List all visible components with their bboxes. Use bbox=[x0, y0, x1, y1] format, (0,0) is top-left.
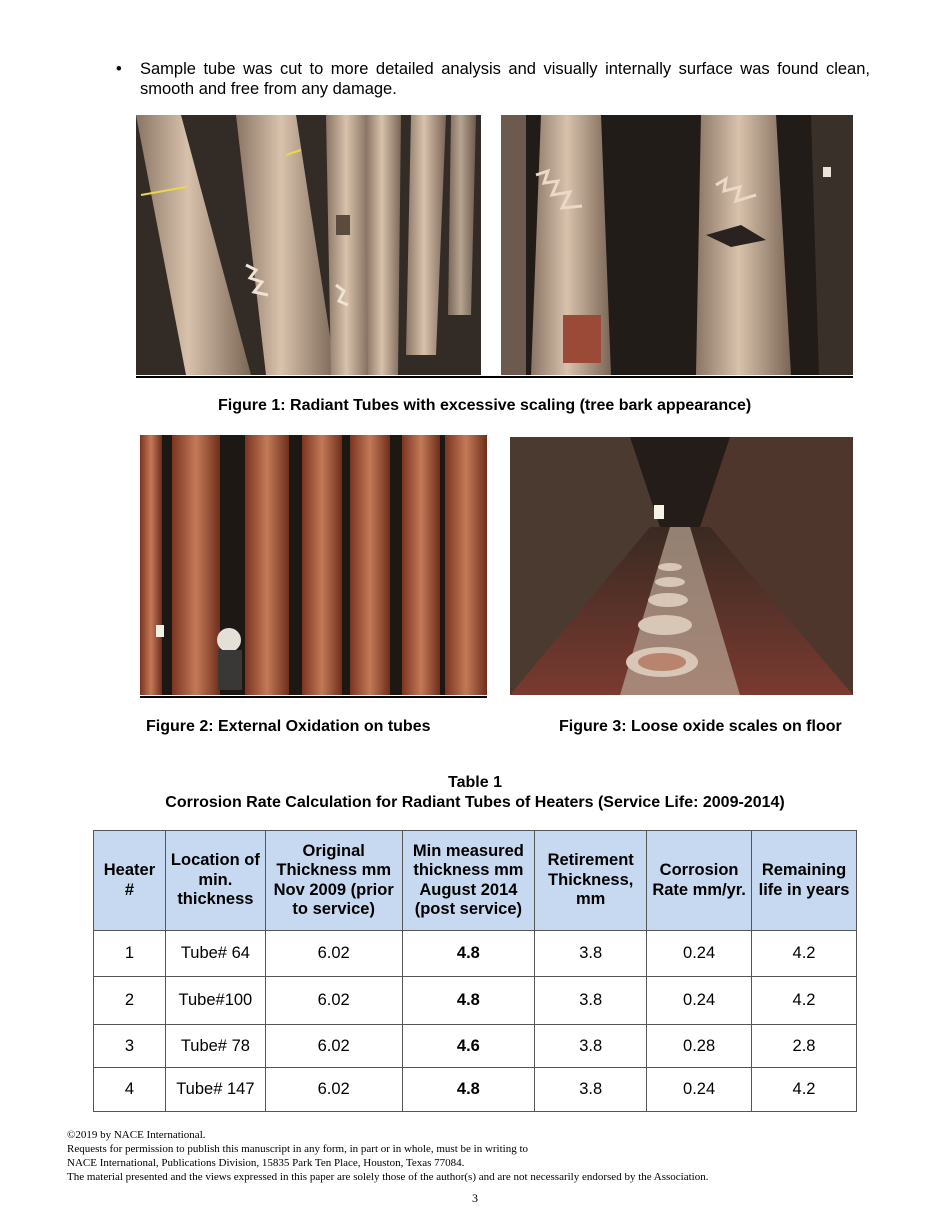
header-min-measured-thickness: Min measured thickness mm August 2014 (post service) bbox=[402, 831, 535, 931]
bullet-symbol: • bbox=[116, 60, 122, 78]
cell-location: Tube#100 bbox=[165, 977, 265, 1025]
table-header-row bbox=[94, 831, 857, 931]
header-corrosion-rate: Corrosion Rate mm/yr. bbox=[647, 831, 752, 931]
cell-min-thickness: 4.8 bbox=[402, 931, 535, 977]
figure-3-caption: Figure 3: Loose oxide scales on floor bbox=[559, 718, 842, 735]
header-heater: Heater # bbox=[94, 831, 166, 931]
cell-corrosion-rate: 0.24 bbox=[647, 1068, 752, 1112]
cell-retirement-thickness: 3.8 bbox=[535, 1068, 647, 1112]
cell-location: Tube# 64 bbox=[165, 931, 265, 977]
cell-heater: 2 bbox=[94, 977, 166, 1025]
header-retirement-thickness: Retirement Thickness, mm bbox=[535, 831, 647, 931]
cell-heater: 1 bbox=[94, 931, 166, 977]
cell-original-thickness: 6.02 bbox=[265, 977, 402, 1025]
cell-min-thickness: 4.6 bbox=[402, 1025, 535, 1068]
cell-remaining-life: 2.8 bbox=[752, 1025, 857, 1068]
cell-remaining-life: 4.2 bbox=[752, 931, 857, 977]
table-row bbox=[94, 977, 857, 1025]
footer-disclaimer-line: The material presented and the views expressed in this paper are solely those of the author(s) and are not necessarily endorsed by the Association. bbox=[67, 1171, 709, 1183]
figure-1-left-photo bbox=[136, 115, 481, 375]
cell-location: Tube# 78 bbox=[165, 1025, 265, 1068]
figure-2-rule bbox=[140, 696, 487, 698]
cell-min-thickness: 4.8 bbox=[402, 1068, 535, 1112]
cell-original-thickness: 6.02 bbox=[265, 1025, 402, 1068]
figure-2-caption: Figure 2: External Oxidation on tubes bbox=[146, 718, 431, 735]
header-location: Location of min. thickness bbox=[165, 831, 265, 931]
figure-1-rule bbox=[136, 376, 853, 378]
cell-heater: 4 bbox=[94, 1068, 166, 1112]
cell-retirement-thickness: 3.8 bbox=[535, 1025, 647, 1068]
cell-corrosion-rate: 0.24 bbox=[647, 977, 752, 1025]
cell-remaining-life: 4.2 bbox=[752, 977, 857, 1025]
cell-corrosion-rate: 0.28 bbox=[647, 1025, 752, 1068]
figure-2-photo bbox=[140, 435, 487, 695]
footer-permission-line: Requests for permission to publish this manuscript in any form, in part or in whole, must be in writing to bbox=[67, 1143, 529, 1155]
cell-original-thickness: 6.02 bbox=[265, 1068, 402, 1112]
footer-address-line: NACE International, Publications Division, 15835 Park Ten Place, Houston, Texas 77084. bbox=[67, 1157, 465, 1169]
table-title: Corrosion Rate Calculation for Radiant Tubes of Heaters (Service Life: 2009-2014) bbox=[165, 794, 785, 811]
footer-copyright-line: ©2019 by NACE International. bbox=[67, 1129, 206, 1141]
table-label: Table 1 bbox=[448, 774, 502, 791]
table-row bbox=[94, 1025, 857, 1068]
bullet-text: Sample tube was cut to more detailed analysis and visually internally surface was found clean, smooth and free from any damage. bbox=[140, 60, 870, 98]
cell-retirement-thickness: 3.8 bbox=[535, 931, 647, 977]
cell-heater: 3 bbox=[94, 1025, 166, 1068]
cell-location: Tube# 147 bbox=[165, 1068, 265, 1112]
figure-1-right-photo bbox=[501, 115, 853, 375]
header-remaining-life: Remaining life in years bbox=[752, 831, 857, 931]
cell-original-thickness: 6.02 bbox=[265, 931, 402, 977]
copyright-footer bbox=[67, 1128, 708, 1184]
cell-remaining-life: 4.2 bbox=[752, 1068, 857, 1112]
header-original-thickness: Original Thickness mm Nov 2009 (prior to service) bbox=[265, 831, 402, 931]
figure-1-caption: Figure 1: Radiant Tubes with excessive scaling (tree bark appearance) bbox=[218, 397, 752, 414]
corrosion-rate-table bbox=[93, 830, 857, 1112]
page-number: 3 bbox=[472, 1191, 478, 1205]
figure-3-photo bbox=[510, 437, 853, 695]
bullet-paragraph bbox=[116, 59, 870, 99]
cell-min-thickness: 4.8 bbox=[402, 977, 535, 1025]
table-row bbox=[94, 931, 857, 977]
table-row bbox=[94, 1068, 857, 1112]
cell-retirement-thickness: 3.8 bbox=[535, 977, 647, 1025]
cell-corrosion-rate: 0.24 bbox=[647, 931, 752, 977]
